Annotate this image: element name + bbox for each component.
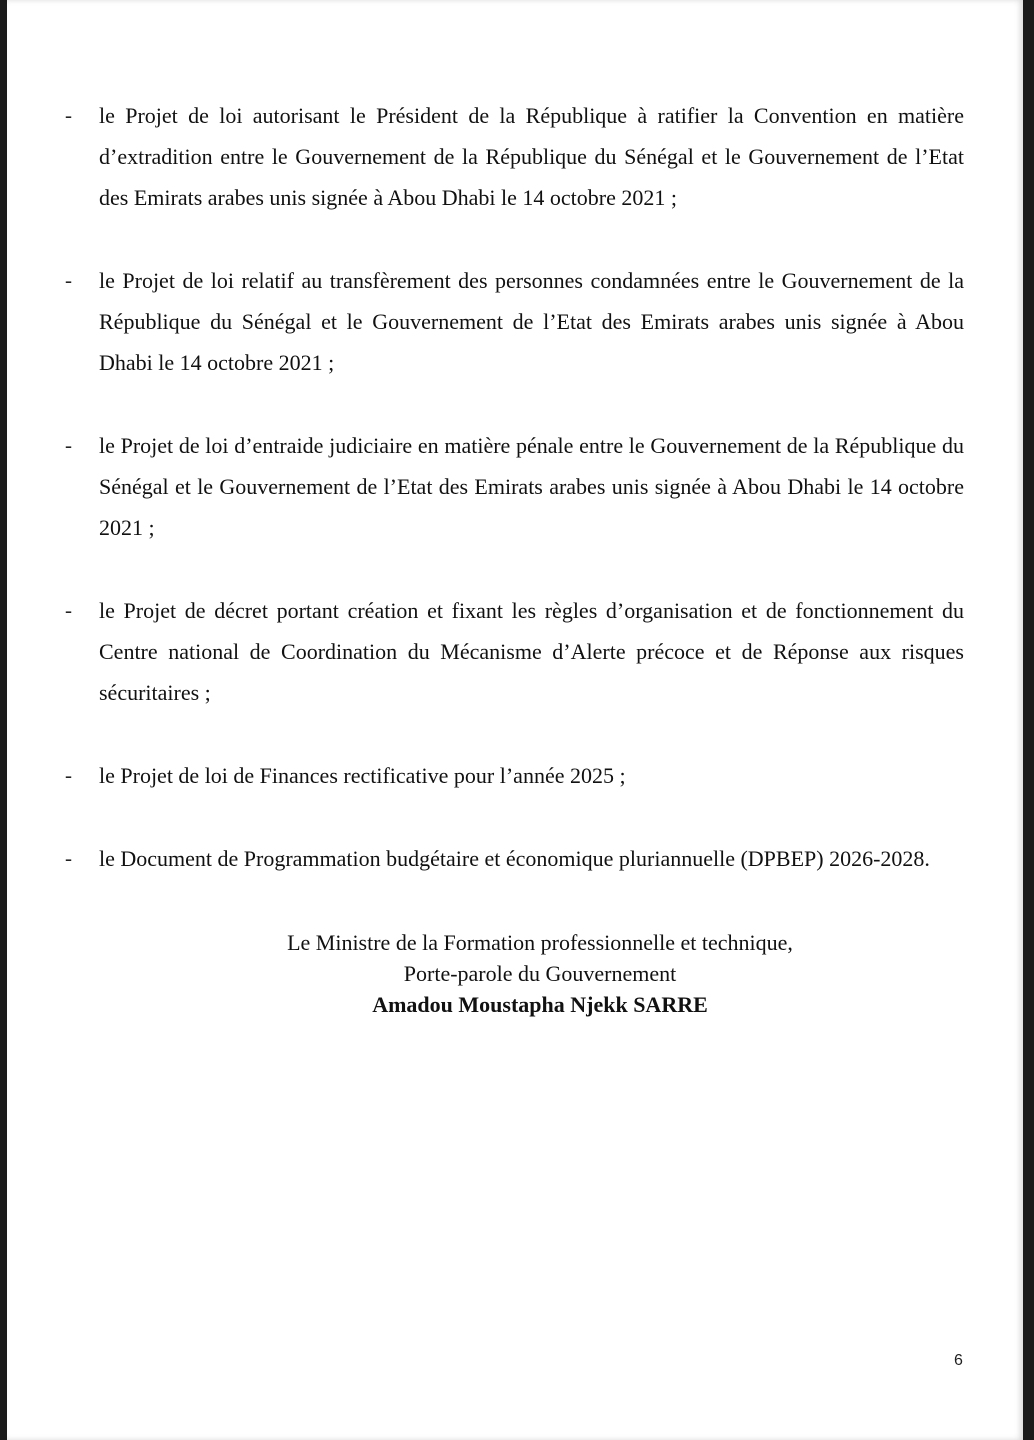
bullet-dash: -: [65, 846, 72, 870]
list-item: [7, 260, 1023, 383]
bullet-dash: -: [65, 763, 72, 787]
list-item-text: le Document de Programmation budgétaire et économique pluriannuelle (DPBEP) 2026-2028.: [99, 846, 930, 871]
list-item: [7, 590, 1023, 713]
list-item: [7, 838, 1023, 879]
decree-list: [7, 95, 1023, 921]
list-item-text: le Projet de loi d’entraide judiciaire en matière pénale entre le Gouvernement de la République du Sénégal et le Gouvernement de l’Etat des Emirats arabes unis signée à Abou Dhabi le 14 octobre 2021 ;: [99, 433, 964, 540]
signatory-name: Amadou Moustapha Njekk SARRE: [372, 992, 708, 1017]
list-item: [7, 755, 1023, 796]
signatory-title: Le Ministre de la Formation professionnelle et technique,: [287, 930, 793, 955]
list-item-text: le Projet de loi autorisant le Président de la République à ratifier la Convention en matière d’extradition entre le Gouvernement de la République du Sénégal et le Gouvernement de l’Etat des Emirats arabes unis signée à Abou Dhabi le 14 octobre 2021 ;: [99, 103, 964, 210]
bullet-dash: -: [65, 433, 72, 457]
page-number: 6: [954, 1352, 963, 1369]
document-page: [7, 0, 1023, 1440]
bullet-dash: -: [65, 598, 72, 622]
list-item-text: le Projet de loi de Finances rectificative pour l’année 2025 ;: [99, 763, 626, 788]
list-item: [7, 95, 1023, 218]
bullet-dash: -: [65, 103, 72, 127]
list-item: [7, 425, 1023, 548]
bullet-dash: -: [65, 268, 72, 292]
list-item-text: le Projet de loi relatif au transfèrement des personnes condamnées entre le Gouvernement de la République du Sénégal et le Gouvernement de l’Etat des Emirats arabes unis signée à Abou Dhabi le 14 octobre 2021 ;: [99, 268, 964, 375]
signature-block: [7, 927, 1023, 1020]
list-item-text: le Projet de décret portant création et fixant les règles d’organisation et de fonctionnement du Centre national de Coordination du Mécanisme d’Alerte précoce et de Réponse aux risques sécuritaires ;: [99, 598, 964, 705]
signatory-role: Porte-parole du Gouvernement: [403, 961, 677, 986]
